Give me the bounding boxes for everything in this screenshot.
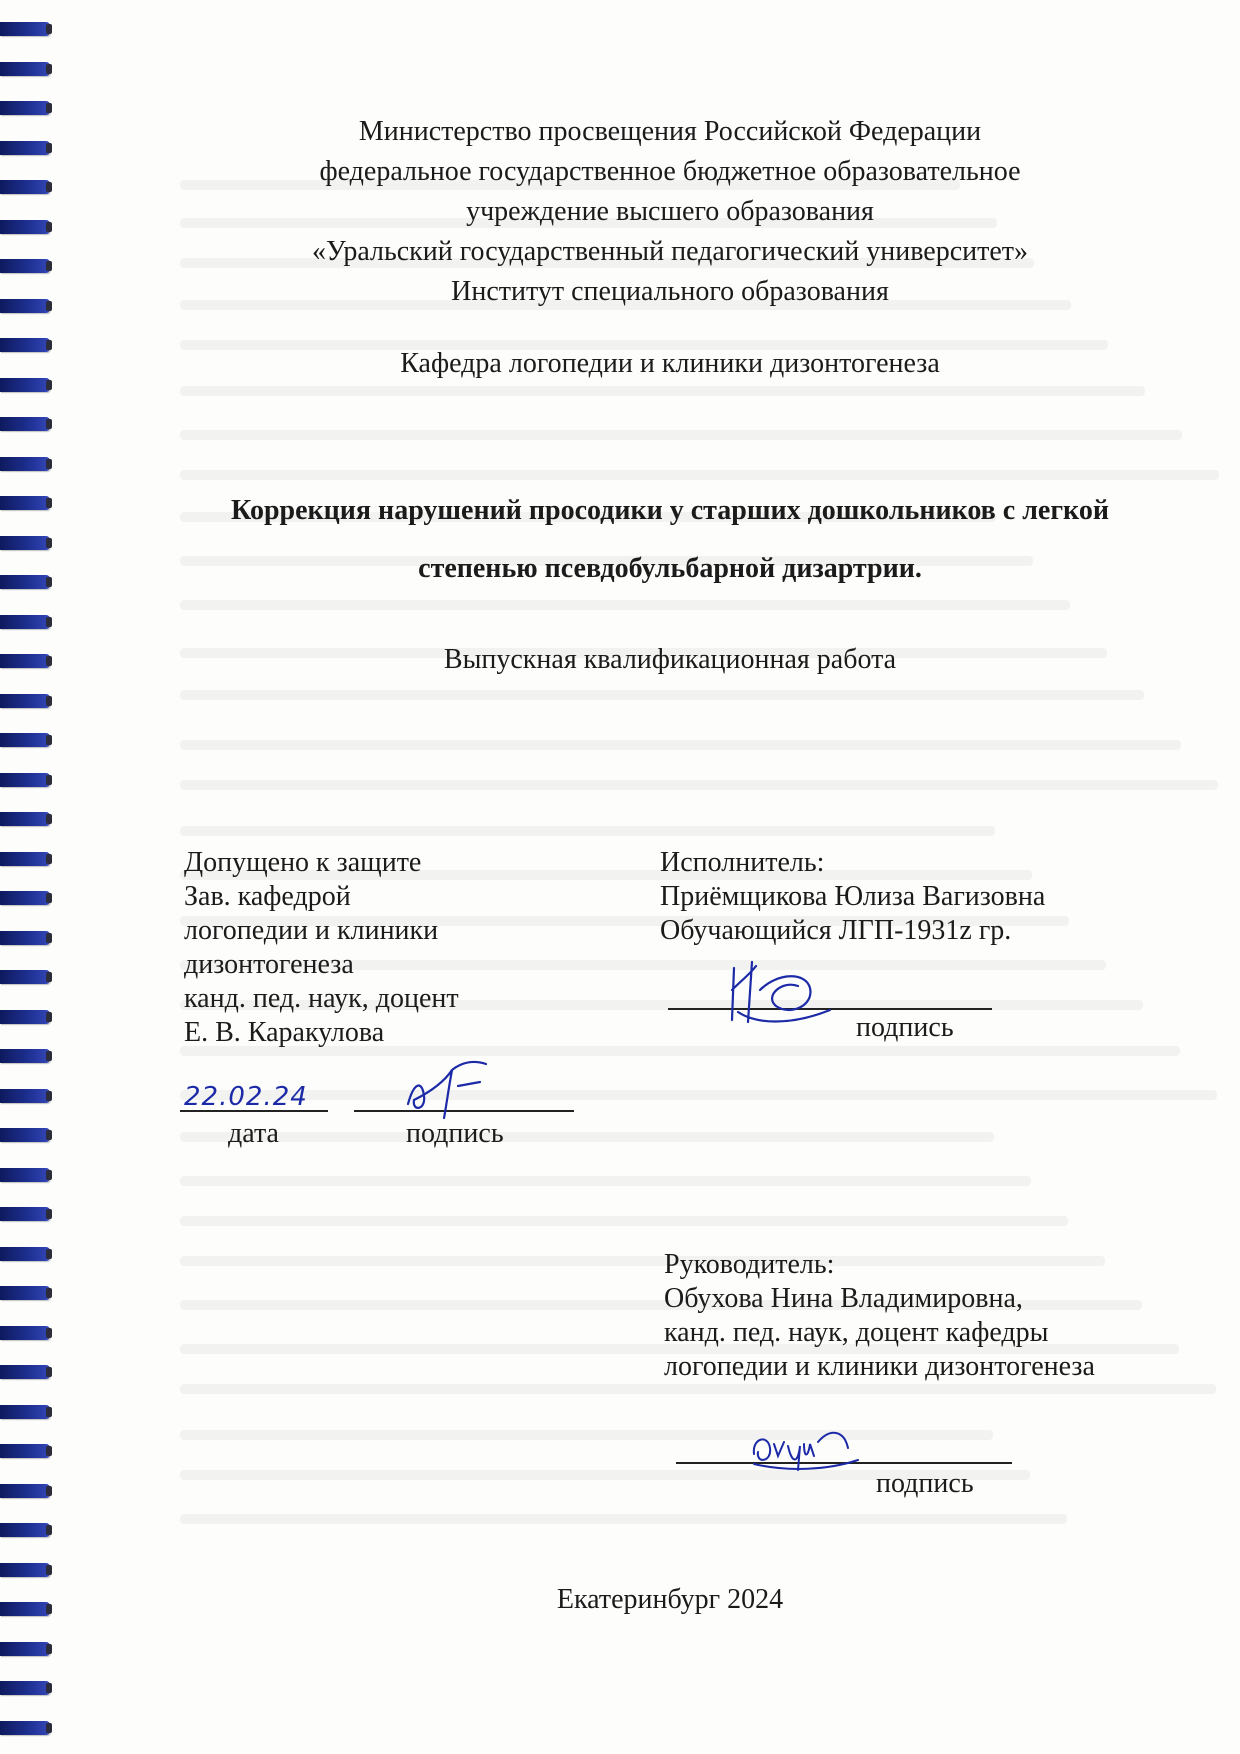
bleed-line xyxy=(180,1430,993,1440)
author-signature-icon xyxy=(720,950,840,1040)
binding-ring xyxy=(0,1168,50,1182)
city-year: Екатеринбург 2024 xyxy=(556,1584,784,1615)
supervisor-name: Обухова Нина Владимировна, xyxy=(664,1283,1023,1314)
binding-ring xyxy=(0,1444,50,1458)
binding-ring xyxy=(0,615,50,629)
ministry-line: Министерство просвещения Российской Федерации xyxy=(358,116,982,147)
binding-ring xyxy=(0,62,50,76)
author-signature-caption: подпись xyxy=(856,1012,954,1043)
binding-ring xyxy=(0,1602,50,1616)
thesis-title-line-1: Коррекция нарушений просодики у старших дошкольников с легкой xyxy=(231,495,1109,526)
binding-ring xyxy=(0,141,50,155)
admission-line: Зав. кафедрой xyxy=(184,881,351,912)
binding-ring xyxy=(0,220,50,234)
department-name: Кафедра логопедии и клиники дизонтогенеза xyxy=(400,348,940,379)
binding-ring xyxy=(0,101,50,115)
thesis-title xyxy=(170,482,1170,598)
bleed-line xyxy=(180,826,995,836)
admission-line: дизонтогенеза xyxy=(184,949,354,980)
binding-ring xyxy=(0,773,50,787)
binding-ring xyxy=(0,378,50,392)
author-block xyxy=(660,846,1045,948)
binding-ring xyxy=(0,1010,50,1024)
binding-ring xyxy=(0,1523,50,1537)
spiral-binding xyxy=(0,0,60,1754)
institution-line-1: федеральное государственное бюджетное образовательное xyxy=(319,156,1021,187)
binding-ring xyxy=(0,1128,50,1142)
date-caption: дата xyxy=(228,1118,279,1149)
binding-ring xyxy=(0,1326,50,1340)
binding-ring xyxy=(0,1286,50,1300)
binding-ring xyxy=(0,536,50,550)
bleed-line xyxy=(180,1514,1067,1524)
bleed-line xyxy=(180,690,1144,700)
bleed-line xyxy=(180,386,1145,396)
bleed-line xyxy=(180,740,1181,750)
admission-line: логопедии и клиники xyxy=(184,915,439,946)
bleed-line xyxy=(180,1176,1031,1186)
binding-ring xyxy=(0,496,50,510)
binding-ring xyxy=(0,299,50,313)
binding-ring xyxy=(0,812,50,826)
binding-ring xyxy=(0,457,50,471)
thesis-title-line-2: степенью псевдобульбарной дизартрии. xyxy=(418,553,922,584)
head-signature-caption: подпись xyxy=(406,1118,504,1149)
bleed-line xyxy=(180,600,1070,610)
binding-ring xyxy=(0,852,50,866)
binding-ring xyxy=(0,1642,50,1656)
head-signature-icon xyxy=(400,1052,500,1122)
binding-ring xyxy=(0,1721,50,1735)
binding-ring xyxy=(0,1484,50,1498)
handwritten-date: 22.02.24 xyxy=(184,1082,308,1112)
bleed-line xyxy=(180,1216,1068,1226)
institution-line-2: учреждение высшего образования xyxy=(466,196,874,227)
admission-line: Е. В. Каракулова xyxy=(184,1017,385,1048)
admission-block xyxy=(184,846,459,1050)
author-label: Исполнитель: xyxy=(660,847,825,878)
binding-ring xyxy=(0,1049,50,1063)
binding-ring xyxy=(0,1247,50,1261)
binding-ring xyxy=(0,1365,50,1379)
work-type: Выпускная квалификационная работа xyxy=(443,644,897,675)
binding-ring xyxy=(0,931,50,945)
binding-ring xyxy=(0,654,50,668)
supervisor-position-2: логопедии и клиники дизонтогенеза xyxy=(664,1351,1095,1382)
binding-ring xyxy=(0,338,50,352)
bleed-line xyxy=(180,1132,994,1142)
supervisor-position-1: канд. пед. наук, доцент кафедры xyxy=(664,1317,1049,1348)
bleed-line xyxy=(180,470,1219,480)
binding-ring xyxy=(0,1681,50,1695)
institute-name: Институт специального образования xyxy=(451,276,889,307)
supervisor-block xyxy=(664,1248,1095,1384)
binding-ring xyxy=(0,970,50,984)
bleed-line xyxy=(180,1090,1217,1100)
binding-ring xyxy=(0,1089,50,1103)
bleed-line xyxy=(180,1384,1216,1394)
author-name: Приёмщикова Юлиза Вагизовна xyxy=(660,881,1046,912)
university-name: «Уральский государственный педагогический университет» xyxy=(311,236,1029,267)
supervisor-signature-icon xyxy=(748,1420,868,1480)
binding-ring xyxy=(0,1563,50,1577)
admission-line: канд. пед. наук, доцент xyxy=(184,983,459,1014)
binding-ring xyxy=(0,891,50,905)
binding-ring xyxy=(0,259,50,273)
admission-line: Допущено к защите xyxy=(184,847,422,878)
institution-header xyxy=(170,112,1170,312)
binding-ring xyxy=(0,417,50,431)
supervisor-signature-caption: подпись xyxy=(876,1468,974,1499)
binding-ring xyxy=(0,1207,50,1221)
bleed-line xyxy=(180,780,1218,790)
binding-ring xyxy=(0,1405,50,1419)
date-line xyxy=(180,1110,328,1112)
supervisor-label: Руководитель: xyxy=(664,1249,835,1280)
bleed-line xyxy=(180,430,1182,440)
binding-ring xyxy=(0,733,50,747)
binding-ring xyxy=(0,575,50,589)
binding-ring xyxy=(0,22,50,36)
binding-ring xyxy=(0,694,50,708)
binding-ring xyxy=(0,180,50,194)
author-group: Обучающийся ЛГП-1931z гр. xyxy=(660,915,1012,946)
